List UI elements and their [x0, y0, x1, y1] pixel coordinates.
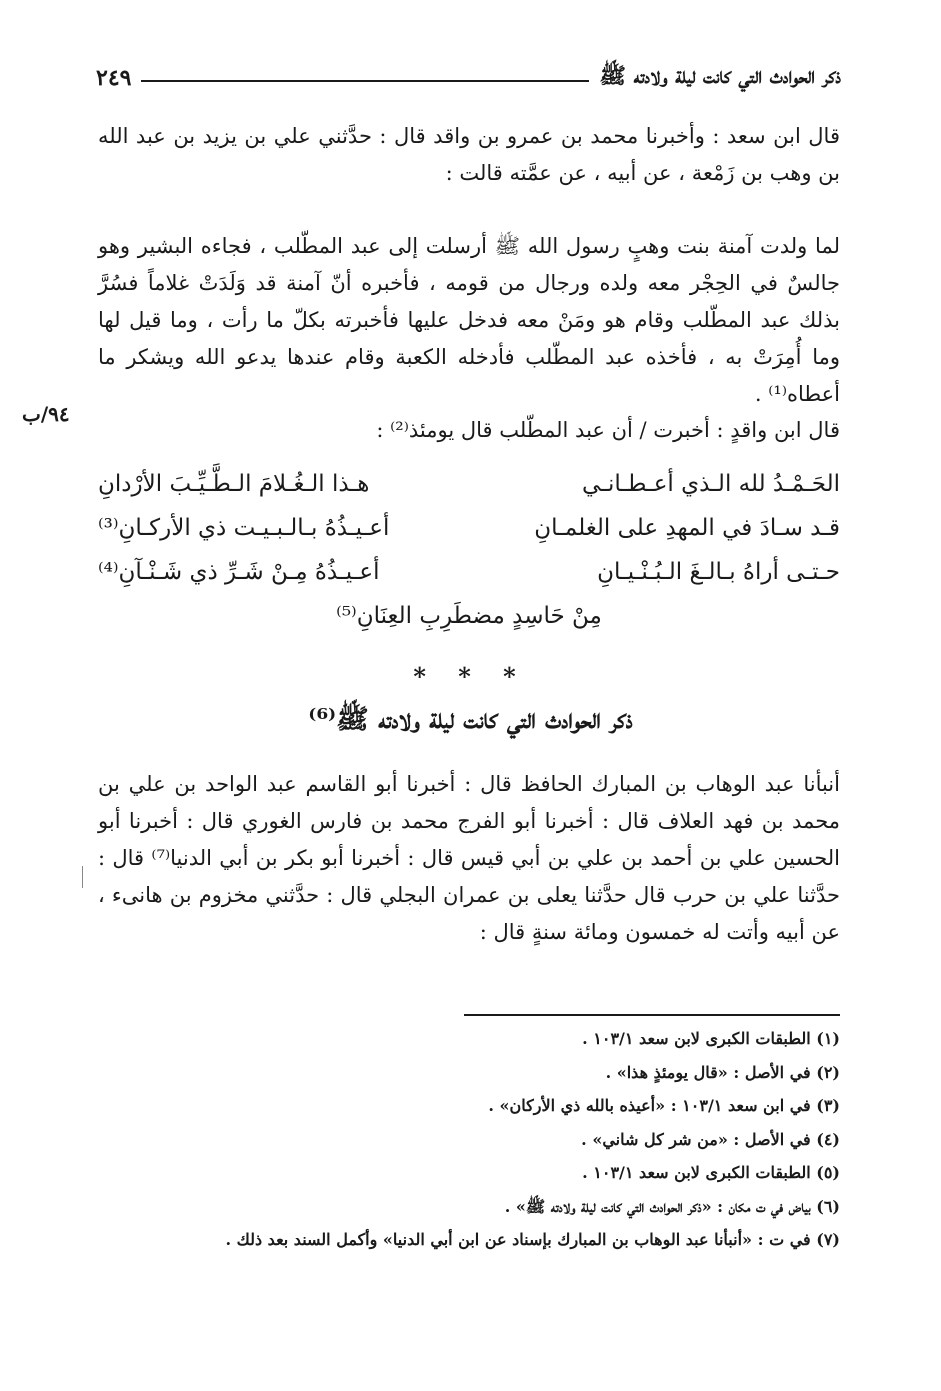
poem-final-hemistich: مِنْ حَاسِدٍ مضطَرِبِ العِنَانِ⁽⁵⁾ [336, 603, 602, 629]
hemistich-first: قـد سـادَ في المهدِ على الغلمـانِ [534, 515, 840, 541]
section-heading: ذكر الحوادث التي كانت ليلة ولادته ﷺ⁽⁶⁾ [308, 704, 633, 735]
hemistich-first: حـتـى أراهُ بـالـغَ الـبُـنْـيـانِ [597, 559, 840, 585]
footnote: (٧) في ت : «أنبأنا عبد الوهاب بن المبارك بإسناد عن ابن أبي الدنيا» وأكمل السند بعد ذلك . [225, 1230, 840, 1249]
footnote: (٥) الطبقات الكبرى لابن سعد ١٠٣/١ . [582, 1163, 840, 1182]
footnote: (٣) في ابن سعد ١٠٣/١ : «أعيذه بالله ذي الأركان» . [488, 1096, 840, 1115]
poem-verse [98, 462, 840, 506]
poem-verse [98, 550, 840, 594]
poem-verse [98, 506, 840, 550]
footnote: (٢) في الأصل : «قال يومئذٍ هذا» . [605, 1062, 840, 1082]
paragraph-isnad: قال ابن سعد : وأخبرنا محمد بن عمرو بن واقد قال : حدَّثني علي بن يزيد بن عبد الله بن وهب بن زَمْعة ، عن أبيه ، عن عمَّته قالت : [98, 124, 840, 185]
page-header [96, 62, 841, 94]
footnote-rule [464, 1014, 840, 1016]
footnote: (٦) بياض في ت مكان : «ذكر الحوادث التي كانت ليلة ولادته ﷺ» . [504, 1196, 840, 1216]
header-rule [141, 80, 589, 82]
paragraph-poem-intro: قال ابن واقدٍ : أخبرت / أن عبد المطّلب قال يومئذ⁽²⁾ : [376, 418, 840, 442]
running-title: ذكر الحوادث التي كانت ليلة ولادته ﷺ [599, 63, 841, 89]
hemistich-second: هـذا الـغُـلامَ الـطَّـيِّـبَ الأرْدانِ [98, 471, 370, 497]
footnotes [98, 1022, 840, 1257]
footnote: (١) الطبقات الكبرى لابن سعد ١٠٣/١ . [582, 1029, 840, 1048]
hemistich-second: أعـيـذُهُ بـالـبـيـت ذي الأركـانِ⁽³⁾ [98, 515, 390, 541]
scan-mark [82, 866, 83, 888]
section-separator: * * * [413, 662, 528, 691]
manuscript-folio-marker: ٩٤/ب [22, 402, 70, 426]
poem [98, 462, 840, 638]
hemistich-first: الحَـمْـدُ لله الـذي أعـطـانـي [582, 471, 840, 497]
paragraph-narration: لما ولدت آمنة بنت وهبٍ رسول الله ﷺ أرسلت إلى عبد المطّلب ، فجاءه البشير وهو جالسٌ في الحِجْر معه ولده ورجال من قومه ، فأخبره أنّ آمنة قد وَلَدَتْ غلاماً فسُرَّ بذلك عبد المطّلب وقام هو ومَنْ معه فدخل عليها فأخبرته بكلّ ما رأت ، وما قيل لها وما أُمِرَتْ به ، فأخذه عبد المطّلب فأدخله الكعبة وقام عندها يدعو الله ويشكر ما أعطاه⁽¹⁾ . [98, 234, 840, 406]
paragraph-section-isnad: أنبأنا عبد الوهاب بن المبارك الحافظ قال : أخبرنا أبو القاسم عبد الواحد بن علي بن محمد بن فهد العلاف قال : أخبرنا أبو الفرج محمد بن فارس الغوري قال : أخبرنا أبو الحسين علي بن أحمد بن علي بن أبي قيس قال : أخبرنا أبو بكر بن أبي الدنيا⁽⁷⁾ قال : حدَّثنا علي بن حرب قال حدَّثنا يعلى بن عمران البجلي قال : حدَّثني مخزوم بن هانىء ، عن أبيه وأتت له خمسون ومائة سنةٍ قال : [98, 772, 840, 944]
hemistich-second: أعـيـذُهُ مِـنْ شَـرِّ ذي شَـنْـآنِ⁽⁴⁾ [98, 559, 380, 585]
footnote: (٤) في الأصل : «من شر كل شاني» . [581, 1129, 840, 1149]
page-number: ٢٤٩ [96, 65, 132, 91]
